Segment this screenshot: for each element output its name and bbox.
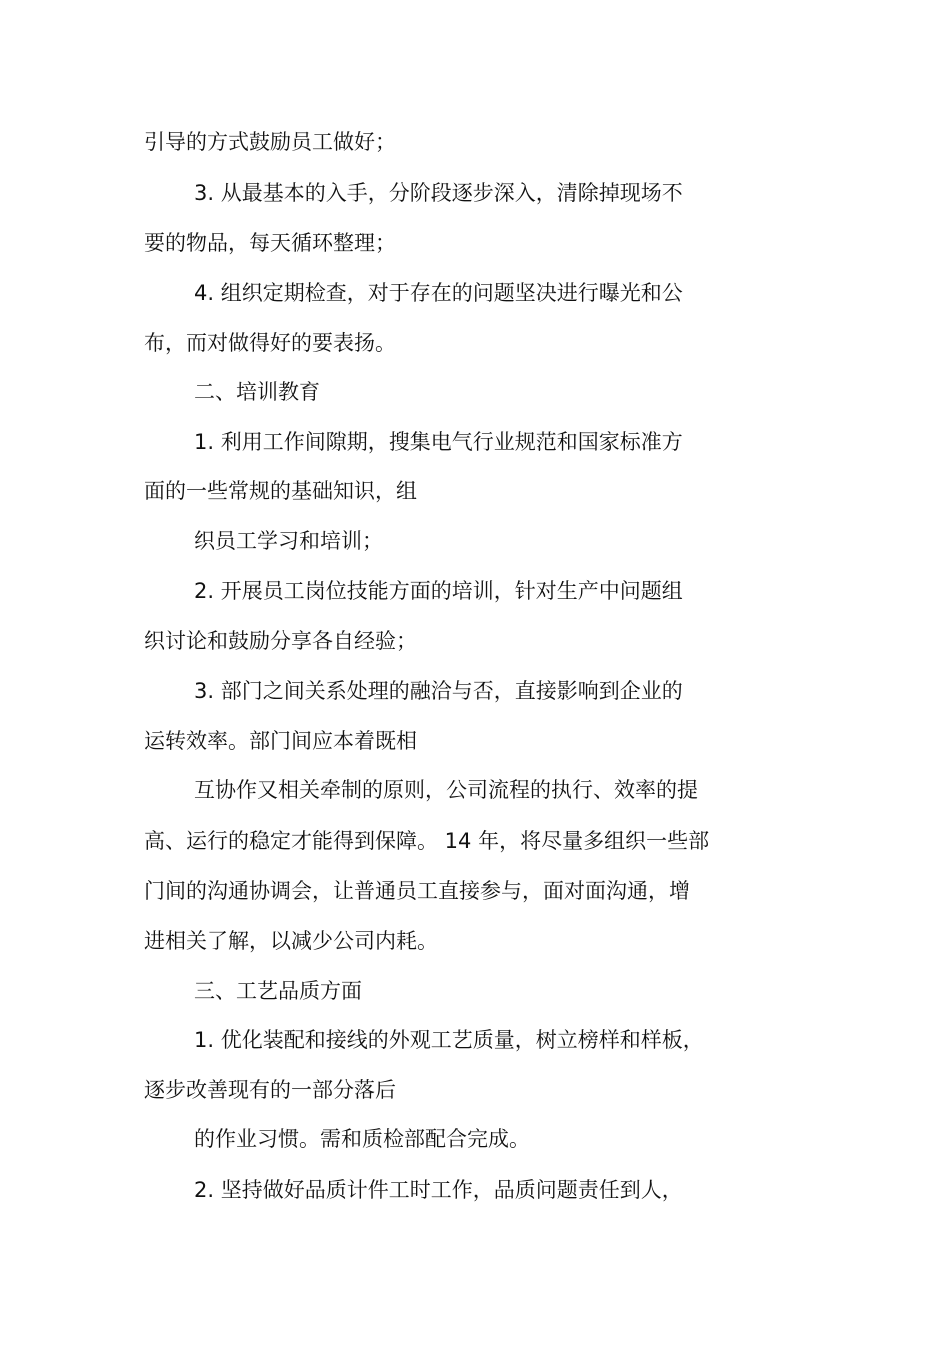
section-heading: 三、工艺品质方面 [194,979,362,1003]
body-line: 互协作又相关牵制的原则，公司流程的执行、效率的提 [194,778,698,802]
body-line: 织员工学习和培训； [194,529,383,553]
list-item-line: 1. 利用工作间隙期，搜集电气行业规范和国家标准方 [194,430,683,454]
body-line: 布，而对做得好的要表扬。 [144,331,396,355]
list-item-line: 3. 部门之间关系处理的融洽与否，直接影响到企业的 [194,679,683,703]
body-line: 运转效率。部门间应本着既相 [144,729,417,753]
list-item-line: 3. 从最基本的入手，分阶段逐步深入，清除掉现场不 [194,181,683,205]
body-line: 织讨论和鼓励分享各自经验； [144,629,417,653]
body-line: 引导的方式鼓励员工做好； [144,130,396,154]
body-line: 进相关了解，以减少公司内耗。 [144,929,438,953]
list-item-line: 2. 坚持做好品质计件工时工作，品质问题责任到人， [194,1178,683,1202]
list-item-line: 4. 组织定期检查，对于存在的问题坚决进行曝光和公 [194,281,683,305]
body-line: 逐步改善现有的一部分落后 [144,1078,396,1102]
body-line: 门间的沟通协调会，让普通员工直接参与，面对面沟通，增 [144,879,690,903]
body-line: 要的物品，每天循环整理； [144,231,396,255]
list-item-line: 2. 开展员工岗位技能方面的培训，针对生产中问题组 [194,579,683,603]
section-heading: 二、培训教育 [194,380,320,404]
list-item-line: 1. 优化装配和接线的外观工艺质量，树立榜样和样板， [194,1028,704,1052]
body-line: 高、运行的稳定才能得到保障。 14 年，将尽量多组织一些部 [144,829,710,853]
body-line: 面的一些常规的基础知识，组 [144,479,417,503]
body-line: 的作业习惯。需和质检部配合完成。 [194,1127,530,1151]
